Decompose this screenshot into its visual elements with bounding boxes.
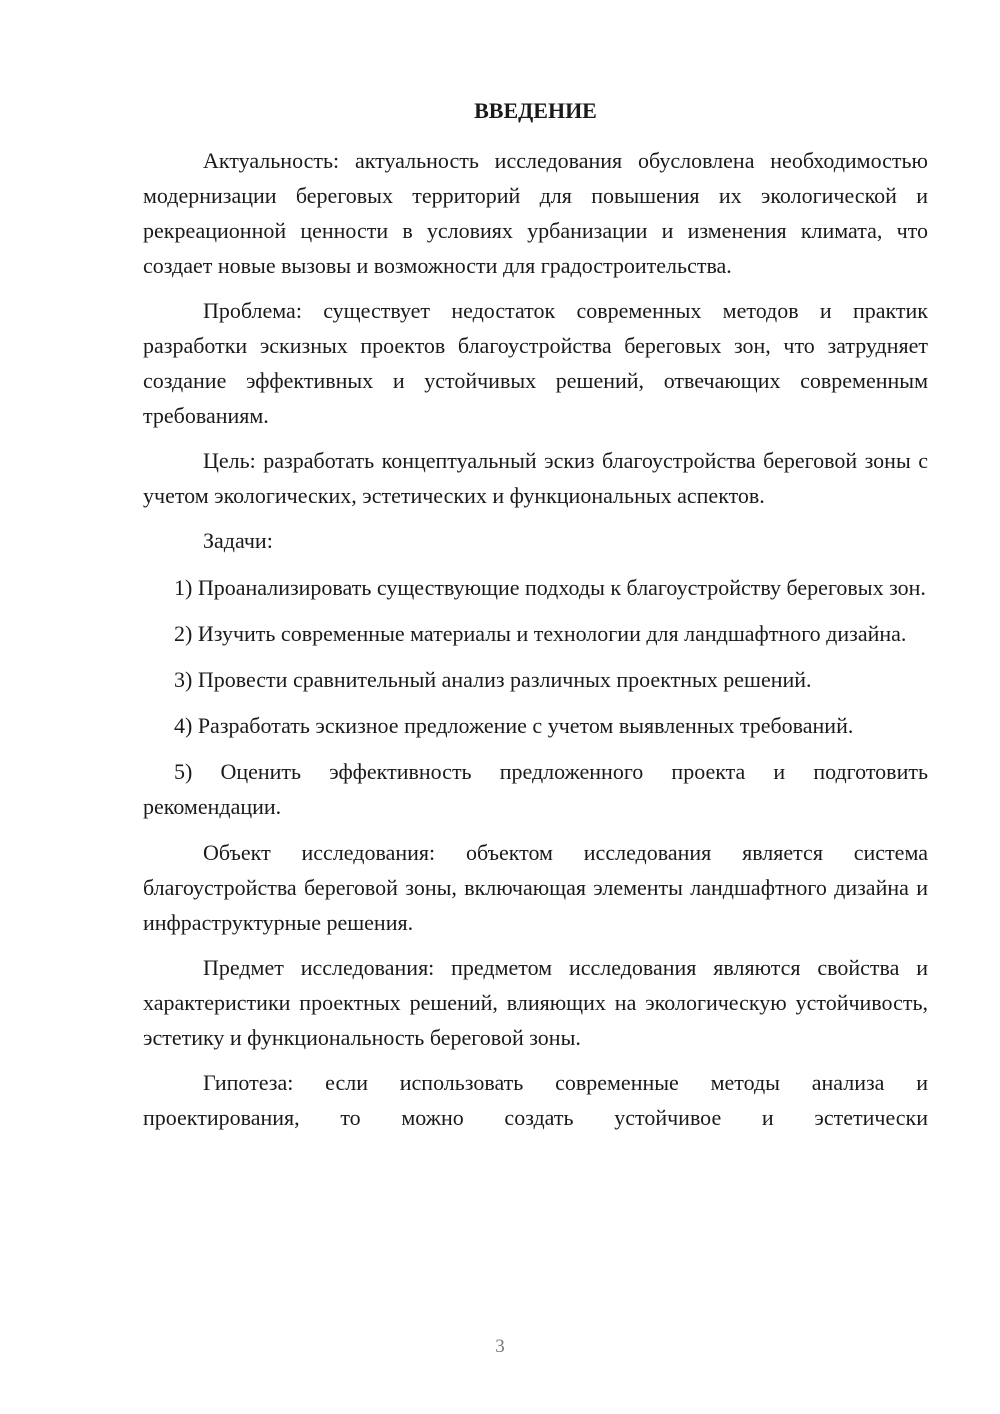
page-number: 3 bbox=[495, 1336, 505, 1357]
paragraph-goal: Цель: разработать концептуальный эскиз благоустройства береговой зоны с учетом экологических, эстетических и функциональных аспектов. bbox=[143, 448, 928, 508]
task-item-3: 3) Провести сравнительный анализ различных проектных решений. bbox=[174, 667, 812, 692]
section-heading: ВВЕДЕНИЕ bbox=[474, 98, 597, 123]
task-item-2: 2) Изучить современные материалы и технологии для ландшафтного дизайна. bbox=[174, 621, 907, 646]
task-item-4: 4) Разработать эскизное предложение с учетом выявленных требований. bbox=[174, 713, 854, 738]
paragraph-object: Объект исследования: объектом исследования является система благоустройства береговой зоны, включающая элементы ландшафтного дизайна и инфраструктурные решения. bbox=[143, 840, 928, 935]
paragraph-relevance: Актуальность: актуальность исследования обусловлена необходимостью модернизации береговых территорий для повышения их экологической и рекреационной ценности в условиях урбанизации и изменения климата, что создает новые вызовы и возможности для градостроительства. bbox=[143, 148, 928, 278]
task-item-5: 5) Оценить эффективность предложенного проекта и подготовить рекомендации. bbox=[143, 759, 928, 819]
paragraph-tasks-heading: Задачи: bbox=[203, 528, 273, 553]
task-item-1: 1) Проанализировать существующие подходы к благоустройству береговых зон. bbox=[174, 575, 926, 600]
document-body bbox=[143, 143, 928, 1145]
paragraph-hypothesis: Гипотеза: если использовать современные методы анализа и проектирования, то можно создать устойчивое и эстетически bbox=[143, 1070, 928, 1130]
paragraph-problem: Проблема: существует недостаток современных методов и практик разработки эскизных проектов благоустройства береговых зон, что затрудняет создание эффективных и устойчивых решений, отвечающих современным требованиям. bbox=[143, 298, 928, 428]
paragraph-subject: Предмет исследования: предметом исследования являются свойства и характеристики проектных решений, влияющих на экологическую устойчивость, эстетику и функциональность береговой зоны. bbox=[143, 955, 928, 1050]
